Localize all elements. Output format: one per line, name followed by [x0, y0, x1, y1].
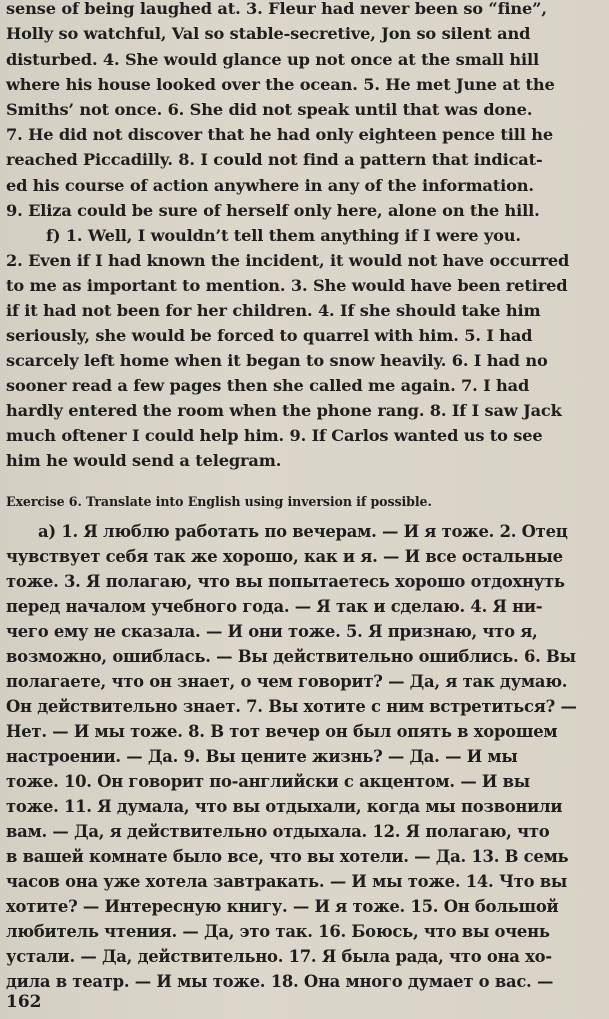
text-line: sooner read a few pages then she called me again. 7. I had	[6, 376, 530, 395]
text-line: 9. Eliza could be sure of herself only here, alone on the hill.	[6, 201, 540, 220]
text-line: вам. — Да, я действительно отдыхала. 12. Я полагаю, что	[6, 822, 550, 841]
text-line: to me as important to mention. 3. She would have been retired	[6, 276, 568, 295]
text-line: часов она уже хотела завтракать. — И мы тоже. 14. Что вы	[6, 872, 568, 891]
text-line: хотите? — Интересную книгу. — И я тоже. 15. Он большой	[6, 897, 559, 916]
text-line: полагаете, что он знает, о чем говорит? — Да, я так думаю.	[6, 672, 568, 691]
text-line: дила в театр. — И мы тоже. 18. Она много думает о вас. —	[6, 972, 554, 991]
text-line: чувствует себя так же хорошо, как и я. — И все остальные	[6, 547, 563, 566]
text-line: reached Piccadilly. 8. I could not find a pattern that indicat-	[6, 150, 543, 169]
text-line: Нет. — И мы тоже. 8. В тот вечер он был опять в хорошем	[6, 722, 558, 741]
text-line: if it had not been for her children. 4. If she should take him	[6, 301, 541, 320]
text-line: Holly so watchful, Val so stable-secretive, Jon so silent and	[6, 24, 531, 43]
text-line: Он действительно знает. 7. Вы хотите с ним встретиться? —	[6, 697, 577, 716]
text-line: scarcely left home when it began to snow heavily. 6. I had no	[6, 351, 548, 370]
text-line: hardly entered the room when the phone rang. 8. If I saw Jack	[6, 401, 562, 420]
text-line: настроении. — Да. 9. Вы цените жизнь? — Да. — И мы	[6, 747, 518, 766]
text-line: where his house looked over the ocean. 5. He met June at the	[6, 75, 555, 94]
text-line: ed his course of action anywhere in any of the information.	[6, 176, 534, 195]
text-line: тоже. 10. Он говорит по-английски с акцентом. — И вы	[6, 772, 530, 791]
text-line: much oftener I could help him. 9. If Carlos wanted us to see	[6, 426, 543, 445]
text-line: seriously, she would be forced to quarrel with him. 5. I had	[6, 326, 533, 345]
text-line: him he would send a telegram.	[6, 451, 282, 470]
text-line: тоже. 3. Я полагаю, что вы попытаетесь хорошо отдохнуть	[6, 572, 565, 591]
text-line: а) 1. Я люблю работать по вечерам. — И я тоже. 2. Отец	[38, 522, 568, 541]
text-line: перед началом учебного года. — Я так и сделаю. 4. Я ни-	[6, 597, 543, 616]
text-line: чего ему не сказала. — И они тоже. 5. Я признаю, что я,	[6, 622, 538, 641]
text-line: Smiths’ not once. 6. She did not speak until that was done.	[6, 100, 533, 119]
text-line: disturbed. 4. She would glance up not once at the small hill	[6, 50, 540, 69]
text-line: возможно, ошиблась. — Вы действительно ошиблись. 6. Вы	[6, 647, 576, 666]
page-number: 162	[6, 992, 42, 1012]
text-line: в вашей комнате было все, что вы хотели. — Да. 13. В семь	[6, 847, 569, 866]
text-line: 7. He did not discover that he had only eighteen pence till he	[6, 125, 554, 144]
text-line: f) 1. Well, I wouldn’t tell them anything if I were you.	[46, 226, 521, 245]
exercise-heading: Exercise 6. Translate into English using inversion if possible.	[6, 494, 432, 509]
text-line: тоже. 11. Я думала, что вы отдыхали, когда мы позвонили	[6, 797, 563, 816]
text-line: устали. — Да, действительно. 17. Я была рада, что она хо-	[6, 947, 552, 966]
text-line: любитель чтения. — Да, это так. 16. Боюсь, что вы очень	[6, 922, 550, 941]
text-line: 2. Even if I had known the incident, it would not have occurred	[6, 251, 570, 270]
text-line: sense of being laughed at. 3. Fleur had never been so “fine”,	[6, 0, 547, 18]
